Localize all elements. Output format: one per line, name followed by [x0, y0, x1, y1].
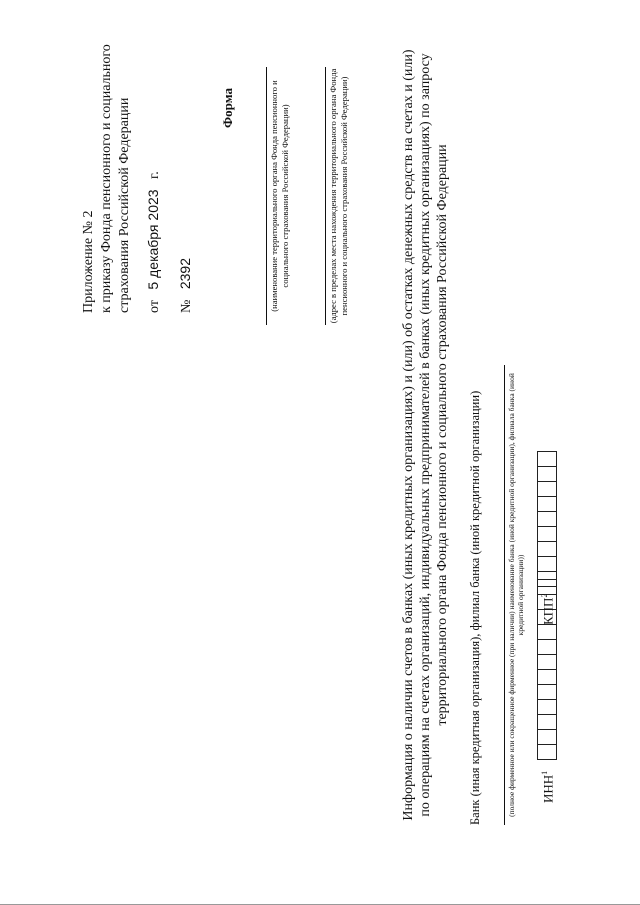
date-suffix: г.	[147, 171, 162, 179]
org-name-line	[266, 67, 267, 325]
appendix-date	[144, 44, 164, 313]
kpp-footnote: 2	[540, 593, 549, 598]
appendix-order-line: к приказу Фонда пенсионного и социального	[99, 44, 114, 313]
document-title: Информация о наличии счетов в банках (иных кредитных организациях) и (или) об остатках денежных средств на счетах и (или) по операциям на счетах организаций, индивидуальных предпринимателей в банках (иных кредитных организациях) по запросу территориального органа Фонда пенсионного и социального страхования Российской Федерации	[401, 49, 450, 821]
date-value: 5 декабря 2023	[145, 189, 161, 290]
kpp-cell[interactable]	[538, 556, 556, 571]
inn-cell[interactable]	[538, 624, 556, 639]
appendix-header	[80, 44, 196, 313]
inn-footnote: 1	[540, 770, 549, 775]
kpp-label	[540, 594, 556, 625]
inn-cell[interactable]	[538, 684, 556, 699]
form-label: Форма	[220, 88, 235, 128]
kpp-cell[interactable]	[538, 452, 556, 466]
number-value: 2392	[177, 257, 193, 290]
inn-cell[interactable]	[538, 729, 556, 744]
inn-cell[interactable]	[538, 744, 556, 759]
inn-cell[interactable]	[538, 699, 556, 714]
kpp-field[interactable]	[537, 451, 557, 587]
appendix-org-line: страхования Российской Федерации	[117, 97, 132, 313]
appendix-title: Приложение № 2	[81, 210, 96, 313]
org-name-caption: (наименование территориального органа Фонда пенсионного и социального страхования Российской Федерации)	[269, 80, 290, 312]
bank-caption: (полное фирменное или сокращенное фирменное (при наличии) наименование банка (иной кредитной организации), филиала банка (иной кредитной организации))	[507, 373, 525, 817]
address-caption: (адрес в пределах места нахождения территориального органа Фонда пенсионного и социального страхования Российской Федерации)	[328, 68, 349, 324]
appendix-number	[176, 44, 196, 313]
kpp-cell[interactable]	[538, 481, 556, 496]
bank-label: Банк (иная кредитная организация), филиал банка (иной кредитной организации)	[468, 390, 482, 825]
number-prefix: №	[179, 299, 194, 313]
inn-cell[interactable]	[538, 669, 556, 684]
kpp-cell[interactable]	[538, 466, 556, 481]
bank-name-line	[504, 365, 505, 825]
inn-cell[interactable]	[538, 654, 556, 669]
date-prefix: от	[147, 300, 162, 313]
kpp-cell[interactable]	[538, 571, 556, 586]
kpp-cell[interactable]	[538, 541, 556, 556]
inn-cell[interactable]	[538, 639, 556, 654]
kpp-label-text: КПП	[540, 597, 556, 625]
kpp-cell[interactable]	[538, 496, 556, 511]
address-line	[325, 67, 326, 325]
inn-label-text: ИНН	[540, 774, 556, 803]
inn-label	[540, 771, 556, 803]
inn-cell[interactable]	[538, 714, 556, 729]
kpp-cell[interactable]	[538, 511, 556, 526]
kpp-cell[interactable]	[538, 526, 556, 541]
